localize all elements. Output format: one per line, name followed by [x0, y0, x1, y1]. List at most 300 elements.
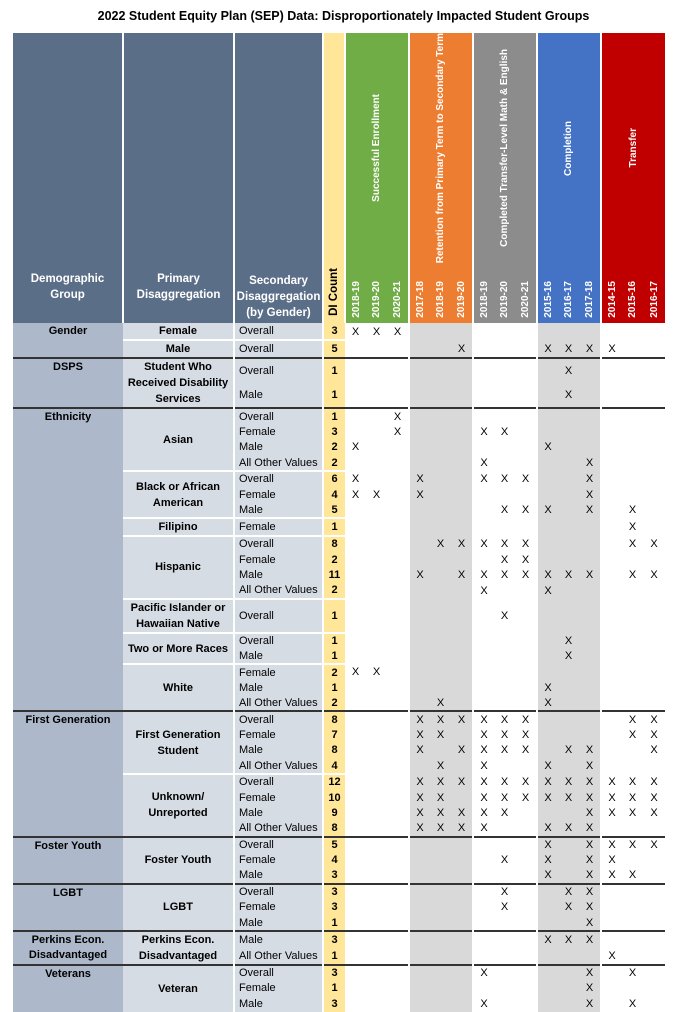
demographic-group-cell: Foster Youth: [13, 837, 123, 884]
mark-cell: [579, 552, 601, 568]
mark-cell: X: [345, 471, 366, 487]
mark-cell: [473, 852, 494, 868]
mark-cell: [558, 727, 579, 743]
mark-cell: X: [579, 567, 601, 583]
mark-cell: [473, 884, 494, 900]
mark-cell: [409, 649, 430, 665]
year-header: 2018-19: [430, 267, 451, 323]
mark-cell: [558, 805, 579, 821]
mark-cell: [537, 518, 558, 536]
mark-cell: [451, 502, 473, 518]
mark-cell: [558, 552, 579, 568]
mark-cell: [451, 583, 473, 599]
metric-group-retention: [409, 33, 473, 267]
di-count-cell: 2: [323, 455, 345, 471]
mark-cell: X: [494, 552, 515, 568]
mark-cell: [558, 915, 579, 931]
mark-cell: X: [558, 383, 579, 408]
primary-disaggregation-cell: Male: [123, 340, 234, 358]
mark-cell: [473, 931, 494, 948]
mark-cell: X: [494, 790, 515, 806]
mark-cell: [622, 649, 643, 665]
mark-cell: [579, 323, 601, 340]
mark-cell: [387, 931, 409, 948]
mark-cell: X: [601, 340, 622, 358]
metric-group-label: Retention from Primary Term to Secondary Term: [435, 33, 446, 264]
mark-cell: [622, 633, 643, 649]
mark-cell: [387, 487, 409, 503]
secondary-disaggregation-cell: Female: [234, 852, 323, 868]
mark-cell: X: [558, 790, 579, 806]
mark-cell: [537, 471, 558, 487]
mark-cell: [579, 518, 601, 536]
mark-cell: [430, 340, 451, 358]
mark-cell: X: [537, 774, 558, 790]
mark-cell: [366, 696, 387, 712]
mark-cell: [473, 487, 494, 503]
mark-cell: X: [601, 868, 622, 884]
mark-cell: [515, 383, 537, 408]
mark-cell: [451, 358, 473, 383]
mark-cell: [515, 455, 537, 471]
mark-cell: [643, 821, 665, 837]
metric-group-label: Successful Enrollment: [371, 94, 382, 203]
di-count-cell: 3: [323, 323, 345, 340]
mark-cell: X: [409, 743, 430, 759]
mark-cell: [515, 424, 537, 440]
mark-cell: [387, 965, 409, 981]
mark-cell: [558, 455, 579, 471]
mark-cell: [409, 633, 430, 649]
mark-cell: X: [473, 790, 494, 806]
mark-cell: [430, 837, 451, 853]
mark-cell: [622, 758, 643, 774]
mark-cell: X: [515, 536, 537, 552]
mark-cell: X: [366, 487, 387, 503]
mark-cell: [579, 358, 601, 383]
mark-cell: X: [451, 774, 473, 790]
mark-cell: [494, 758, 515, 774]
mark-cell: [643, 981, 665, 997]
mark-cell: [430, 743, 451, 759]
mark-cell: [558, 981, 579, 997]
mark-cell: X: [643, 711, 665, 727]
mark-cell: X: [494, 727, 515, 743]
mark-cell: [558, 518, 579, 536]
mark-cell: [515, 680, 537, 696]
di-count-cell: 2: [323, 664, 345, 680]
mark-cell: X: [473, 711, 494, 727]
mark-cell: [409, 852, 430, 868]
mark-cell: X: [558, 900, 579, 916]
col-header-primary: Primary Disaggregation: [123, 33, 234, 323]
secondary-disaggregation-cell: Female: [234, 424, 323, 440]
mark-cell: X: [537, 821, 558, 837]
mark-cell: [537, 358, 558, 383]
mark-cell: [451, 408, 473, 424]
mark-cell: [622, 599, 643, 633]
mark-cell: [366, 774, 387, 790]
mark-cell: X: [515, 552, 537, 568]
mark-cell: [366, 424, 387, 440]
mark-cell: [601, 383, 622, 408]
mark-cell: [537, 743, 558, 759]
di-count-cell: 8: [323, 536, 345, 552]
mark-cell: X: [579, 502, 601, 518]
mark-cell: [558, 948, 579, 965]
primary-disaggregation-cell: Foster Youth: [123, 837, 234, 884]
mark-cell: [643, 487, 665, 503]
mark-cell: [515, 837, 537, 853]
mark-cell: [451, 383, 473, 408]
mark-cell: [409, 552, 430, 568]
mark-cell: [537, 424, 558, 440]
mark-cell: [558, 440, 579, 456]
mark-cell: [366, 852, 387, 868]
table-row: [13, 358, 665, 383]
secondary-disaggregation-cell: Male: [234, 502, 323, 518]
mark-cell: [345, 852, 366, 868]
mark-cell: [473, 837, 494, 853]
mark-cell: [601, 931, 622, 948]
mark-cell: [430, 931, 451, 948]
metric-group-transfer: [601, 33, 665, 267]
mark-cell: X: [515, 743, 537, 759]
mark-cell: [622, 680, 643, 696]
year-header: 2017-18: [579, 267, 601, 323]
mark-cell: [537, 884, 558, 900]
mark-cell: X: [558, 633, 579, 649]
mark-cell: [430, 502, 451, 518]
year-header: 2015-16: [622, 267, 643, 323]
secondary-disaggregation-cell: Overall: [234, 884, 323, 900]
mark-cell: [345, 696, 366, 712]
mark-cell: X: [537, 868, 558, 884]
demographic-group-cell: First Generation: [13, 711, 123, 837]
metric-group-label: Completion: [563, 120, 574, 176]
mark-cell: [387, 758, 409, 774]
mark-cell: [366, 536, 387, 552]
mark-cell: X: [430, 790, 451, 806]
di-count-cell: 8: [323, 821, 345, 837]
mark-cell: X: [430, 774, 451, 790]
mark-cell: [366, 790, 387, 806]
mark-cell: X: [601, 837, 622, 853]
mark-cell: [558, 696, 579, 712]
di-count-cell: 8: [323, 711, 345, 727]
mark-cell: X: [387, 323, 409, 340]
mark-cell: [366, 931, 387, 948]
mark-cell: X: [409, 711, 430, 727]
mark-cell: [366, 633, 387, 649]
mark-cell: [601, 664, 622, 680]
mark-cell: X: [366, 323, 387, 340]
mark-cell: [451, 948, 473, 965]
mark-cell: [387, 711, 409, 727]
mark-cell: X: [579, 915, 601, 931]
table-row: [13, 965, 665, 981]
mark-cell: [430, 884, 451, 900]
di-count-cell: 2: [323, 583, 345, 599]
mark-cell: X: [579, 455, 601, 471]
mark-cell: [345, 567, 366, 583]
mark-cell: X: [579, 965, 601, 981]
secondary-disaggregation-cell: Male: [234, 805, 323, 821]
mark-cell: [430, 583, 451, 599]
secondary-disaggregation-cell: All Other Values: [234, 455, 323, 471]
mark-cell: [473, 383, 494, 408]
mark-cell: X: [579, 487, 601, 503]
mark-cell: X: [515, 711, 537, 727]
secondary-disaggregation-cell: Female: [234, 981, 323, 997]
mark-cell: X: [537, 790, 558, 806]
secondary-disaggregation-cell: Male: [234, 383, 323, 408]
mark-cell: [430, 948, 451, 965]
mark-cell: [494, 455, 515, 471]
mark-cell: [515, 649, 537, 665]
mark-cell: X: [537, 931, 558, 948]
mark-cell: X: [515, 774, 537, 790]
mark-cell: [451, 900, 473, 916]
mark-cell: [601, 981, 622, 997]
mark-cell: [473, 552, 494, 568]
mark-cell: [430, 408, 451, 424]
mark-cell: X: [643, 743, 665, 759]
metric-group-completion: [537, 33, 601, 267]
mark-cell: [622, 383, 643, 408]
mark-cell: [345, 502, 366, 518]
mark-cell: X: [601, 790, 622, 806]
mark-cell: [515, 948, 537, 965]
mark-cell: [451, 471, 473, 487]
mark-cell: X: [579, 774, 601, 790]
secondary-disaggregation-cell: Male: [234, 931, 323, 948]
di-count-cell: 4: [323, 758, 345, 774]
mark-cell: X: [579, 758, 601, 774]
mark-cell: [537, 996, 558, 1012]
mark-cell: [366, 583, 387, 599]
mark-cell: [622, 471, 643, 487]
mark-cell: [387, 837, 409, 853]
mark-cell: [473, 599, 494, 633]
mark-cell: [579, 696, 601, 712]
mark-cell: X: [451, 743, 473, 759]
di-count-cell: 4: [323, 852, 345, 868]
mark-cell: [345, 358, 366, 383]
mark-cell: [515, 323, 537, 340]
mark-cell: [366, 743, 387, 759]
secondary-disaggregation-cell: All Other Values: [234, 696, 323, 712]
di-count-cell: 3: [323, 868, 345, 884]
mark-cell: [643, 340, 665, 358]
mark-cell: [345, 599, 366, 633]
mark-cell: [601, 567, 622, 583]
secondary-disaggregation-cell: Overall: [234, 323, 323, 340]
mark-cell: [409, 915, 430, 931]
mark-cell: [366, 821, 387, 837]
di-count-cell: 5: [323, 837, 345, 853]
mark-cell: [366, 868, 387, 884]
mark-cell: [494, 408, 515, 424]
year-header: 2015-16: [537, 267, 558, 323]
mark-cell: [622, 948, 643, 965]
mark-cell: [643, 518, 665, 536]
secondary-disaggregation-cell: Overall: [234, 340, 323, 358]
mark-cell: [515, 915, 537, 931]
mark-cell: X: [409, 487, 430, 503]
mark-cell: [451, 931, 473, 948]
primary-disaggregation-cell: Asian: [123, 408, 234, 471]
mark-cell: X: [473, 727, 494, 743]
di-count-cell: 9: [323, 805, 345, 821]
mark-cell: [515, 805, 537, 821]
mark-cell: [643, 408, 665, 424]
mark-cell: [387, 805, 409, 821]
mark-cell: [430, 981, 451, 997]
mark-cell: [366, 455, 387, 471]
mark-cell: [494, 821, 515, 837]
mark-cell: X: [579, 837, 601, 853]
mark-cell: [494, 965, 515, 981]
mark-cell: [430, 649, 451, 665]
secondary-disaggregation-cell: All Other Values: [234, 758, 323, 774]
mark-cell: [387, 868, 409, 884]
mark-cell: X: [622, 727, 643, 743]
mark-cell: [409, 340, 430, 358]
secondary-disaggregation-cell: Male: [234, 680, 323, 696]
mark-cell: [515, 518, 537, 536]
year-header: 2018-19: [345, 267, 366, 323]
primary-disaggregation-cell: Student Who Received Disability Services: [123, 358, 234, 408]
mark-cell: [430, 471, 451, 487]
mark-cell: [345, 790, 366, 806]
year-header: 2016-17: [558, 267, 579, 323]
mark-cell: [601, 649, 622, 665]
secondary-disaggregation-cell: Male: [234, 868, 323, 884]
mark-cell: [494, 868, 515, 884]
mark-cell: [345, 711, 366, 727]
mark-cell: [451, 790, 473, 806]
secondary-disaggregation-cell: Male: [234, 440, 323, 456]
mark-cell: [473, 408, 494, 424]
mark-cell: X: [643, 727, 665, 743]
secondary-disaggregation-cell: Male: [234, 996, 323, 1012]
mark-cell: [494, 383, 515, 408]
mark-cell: X: [473, 805, 494, 821]
mark-cell: [366, 727, 387, 743]
mark-cell: [430, 552, 451, 568]
mark-cell: [451, 487, 473, 503]
mark-cell: [494, 583, 515, 599]
mark-cell: [366, 649, 387, 665]
mark-cell: [366, 805, 387, 821]
mark-cell: [345, 981, 366, 997]
mark-cell: [537, 711, 558, 727]
mark-cell: [494, 440, 515, 456]
mark-cell: [430, 996, 451, 1012]
mark-cell: [622, 743, 643, 759]
mark-cell: [494, 323, 515, 340]
mark-cell: [345, 915, 366, 931]
year-header: 2019-20: [494, 267, 515, 323]
di-count-cell: 3: [323, 424, 345, 440]
mark-cell: [494, 358, 515, 383]
mark-cell: X: [494, 805, 515, 821]
mark-cell: [473, 900, 494, 916]
mark-cell: [345, 383, 366, 408]
mark-cell: [601, 424, 622, 440]
mark-cell: [366, 965, 387, 981]
secondary-disaggregation-cell: Overall: [234, 471, 323, 487]
mark-cell: [366, 502, 387, 518]
mark-cell: [515, 696, 537, 712]
mark-cell: X: [579, 996, 601, 1012]
mark-cell: [537, 664, 558, 680]
di-count-cell: 3: [323, 900, 345, 916]
demographic-group-cell: Perkins Econ. Disadvantaged: [13, 931, 123, 965]
mark-cell: [409, 408, 430, 424]
demographic-group-cell: Veterans: [13, 965, 123, 1012]
mark-cell: X: [601, 948, 622, 965]
mark-cell: X: [494, 852, 515, 868]
mark-cell: X: [579, 743, 601, 759]
mark-cell: [601, 440, 622, 456]
mark-cell: [643, 884, 665, 900]
mark-cell: X: [558, 649, 579, 665]
mark-cell: [473, 340, 494, 358]
mark-cell: [537, 408, 558, 424]
mark-cell: [494, 680, 515, 696]
mark-cell: [409, 758, 430, 774]
table-row: [13, 408, 665, 424]
mark-cell: [537, 383, 558, 408]
mark-cell: [515, 981, 537, 997]
mark-cell: X: [494, 567, 515, 583]
mark-cell: [537, 805, 558, 821]
mark-cell: [601, 727, 622, 743]
mark-cell: [345, 649, 366, 665]
mark-cell: [622, 696, 643, 712]
mark-cell: X: [430, 696, 451, 712]
mark-cell: [409, 583, 430, 599]
mark-cell: X: [558, 884, 579, 900]
mark-cell: X: [558, 821, 579, 837]
di-count-cell: 2: [323, 440, 345, 456]
mark-cell: X: [558, 931, 579, 948]
mark-cell: [558, 711, 579, 727]
mark-cell: [537, 633, 558, 649]
metric-group-math-english: [473, 33, 537, 267]
mark-cell: X: [473, 758, 494, 774]
mark-cell: X: [366, 664, 387, 680]
mark-cell: [366, 408, 387, 424]
mark-cell: [494, 915, 515, 931]
di-count-cell: 1: [323, 649, 345, 665]
mark-cell: [622, 340, 643, 358]
mark-cell: [494, 696, 515, 712]
mark-cell: [451, 649, 473, 665]
mark-cell: [366, 567, 387, 583]
mark-cell: [387, 852, 409, 868]
di-count-cell: 1: [323, 633, 345, 649]
mark-cell: [430, 680, 451, 696]
primary-disaggregation-cell: Two or More Races: [123, 633, 234, 664]
mark-cell: X: [622, 868, 643, 884]
secondary-disaggregation-cell: Overall: [234, 358, 323, 383]
di-count-cell: 7: [323, 727, 345, 743]
mark-cell: [387, 948, 409, 965]
mark-cell: [579, 680, 601, 696]
